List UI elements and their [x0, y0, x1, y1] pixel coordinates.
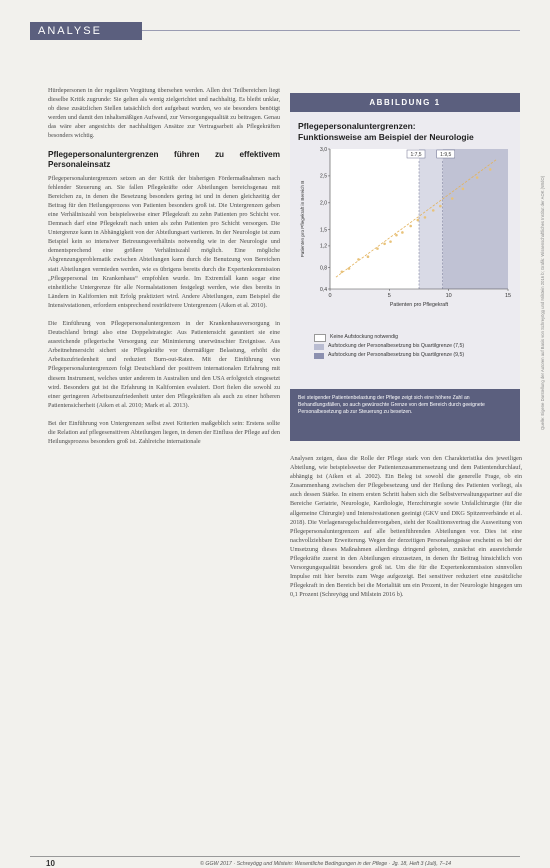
- y-tick-label: 1,5: [320, 227, 327, 234]
- right-column: [290, 454, 522, 600]
- legend-swatch: [314, 344, 324, 350]
- legend-label: Aufstockung der Personalbesetzung bis Quartilgrenze (9,5): [328, 352, 465, 358]
- section-heading: Pflegepersonaluntergrenzen führen zu effektivem Personaleinsatz: [48, 149, 280, 169]
- left-column: [48, 86, 280, 455]
- body-paragraph: Bei der Einführung von Untergrenzen selbst zwei Kriterien maßgeblich sein: Erstens sollte die Relation auf pflegesensitiven Abteilungen liegen, in denen der Einfluss der Pflege auf den Heilungsprozess besonders groß ist. Zahlreiche internationale: [48, 419, 280, 446]
- data-point: [409, 225, 412, 228]
- y-axis-label: Patienten pro Pflegekraft in Bereich B: [300, 180, 305, 258]
- y-tick-label: 3,0: [320, 146, 327, 153]
- legend-item: [314, 342, 514, 351]
- data-point: [401, 231, 404, 234]
- data-point: [424, 216, 427, 219]
- data-point: [439, 205, 442, 208]
- x-tick-label: 0: [328, 293, 332, 299]
- data-point: [395, 234, 398, 237]
- figure-label: ABBILDUNG 1: [290, 93, 520, 112]
- body-paragraph: Die Einführung von Pflegepersonaluntergrenzen in der Krankenhausversorgung in Deutschland bringt also eine Doppelstrategie: Aus Patientensicht garantiert sie eine ausreichende pflegerische Versorgung zur Minimierung unerwünschter Ereignisse. Aus Arbeitnehmersicht sichert sie Pflegekräfte vor übermäßiger Belastung, erhöht die Arbeitszufriedenheit und reduziert Burn-out-Raten. Mit der Einführung von Pflegepersonaluntergrenzen folgt Deutschland der positiven internationalen Erfahrung mit diesem Instrument, welches unter anderem in Australien und den USA erfolgreich eingesetzt wird. Besonders gut ist die Erfahrung in Kalifornien evaluiert. Dort fielen die sowohl zu einer geringeren Arbeitsunzufriedenheit unter den Pflegekräften als auch zu einer höheren Patientensicherheit (Aiken et al. 2010; Mark et al. 2013).: [48, 319, 280, 409]
- region-band: [419, 149, 443, 289]
- data-point: [348, 267, 351, 270]
- figure-title-line: Funktionsweise am Beispiel der Neurologie: [298, 131, 474, 142]
- x-tick-label: 10: [445, 293, 452, 299]
- legend-item: [314, 333, 514, 342]
- chart-legend: [314, 333, 514, 360]
- region-band: [443, 149, 508, 289]
- y-tick-label: 2,0: [320, 200, 327, 207]
- figure-title-line: Pflegepersonaluntergrenzen:: [298, 121, 416, 131]
- figure-title: [298, 121, 520, 142]
- figure-source-credit: [533, 100, 545, 430]
- footer-rule: [30, 856, 520, 857]
- chart-container: [290, 141, 520, 321]
- y-tick-label: 0,4: [320, 286, 327, 293]
- data-point: [417, 219, 420, 222]
- footer-citation: © GGW 2017 · Schreyögg und Milstein: Wesentliche Bedingungen in der Pflege · Jg. 18, Heft 3 (Juli), 7–14: [200, 861, 452, 867]
- data-point: [357, 258, 360, 261]
- body-paragraph: Hürdepersonen in der regulären Vergütung übersehen werden. Allen drei Teilbereichen liegt dieselbe Kritik zugrunde: Sie gelten als wenig zielgerichtet und nachhaltig. Es bleibt unklar, ob diese zusätzlichen Stellen tatsächlich dort aufgebaut wurden, wo sie besonders benötigt werden und damit den inhaltsmäßigen Aufwand, zur Versorgungsqualität zu beitragen. Genau das wäre aber angesichts der nachhaltigen Ansätze zur Vertragsarbeit als Pflegekräften besonders wichtig.: [48, 87, 280, 140]
- header-rule: [142, 30, 520, 31]
- y-tick-label: 2,5: [320, 173, 327, 180]
- y-tick-label: 0,8: [320, 265, 327, 272]
- figure-caption: Bei steigender Patientenbelastung der Pflege zeigt sich eine höhere Zahl an Behandlungsfällen, so auch gewünschte Grenze von dem Bereich durch geeignete Personalbesetzung ab zur Steuerung zu besetzen.: [290, 389, 520, 441]
- threshold-label: 1:7,5: [410, 152, 422, 158]
- source-credit-text: Quelle: Eigene Darstellung der Autoren auf Basis von Schreyögg und Milstein 2016 b; Grafik: Wissenschaftliches Institut der AOK (WIdO): [540, 175, 545, 430]
- legend-item: [314, 351, 514, 360]
- data-point: [383, 242, 386, 245]
- x-tick-label: 5: [387, 293, 391, 299]
- data-point: [376, 247, 379, 250]
- data-point: [389, 240, 392, 243]
- body-paragraph: Pflegepersonaluntergrenzen setzen an der Kritik der bisherigen Fördermaßnahmen nach fehlender Steuerung an. Sie fallen Pflegekräfte oder Abteilungen bereichsgenau mit Bereichen zu, in denen die Besetzung besonders gering ist und in denen gleichzeitig der Beitrag für den Heilungsprozess von Patienten besonders groß ist. Die Untergrenzen geben eine Verhältniszahl von beispielsweise einer Pflegekraft zu zehn Patienten pro Schicht vor. Demnach darf eine Pflegekraft nach unten als zehn Patienten pro Schicht versorgen. Die Untergrenze kann in Abhängigkeit von der Abteilungsart variieren. In der Neurologie ist zum Beispiel kein so intensiver Betreuungsverhältnis notwendig wie in der Neurologie und dementsprechend eine größere Verhältniszahl möglich. Eine mögliche Abgrenzungsproblematik zwischen Abteilungen kann durch die Benutzung von Bereichen statt Abteilungen vermieden werden, wie es übrigens bereits durch die Expertenkommission „Pflegepersonal im Krankenhaus“ empfohlen wurde. Im Extremfall kann sogar eine einheitliche Untergrenze für alle Normalstationen festgelegt werden, wie dies bereits in Ländern in Kalifornien mit Erfolg praktiziert wird. Andere Abteilungen, zum Beispiel die Intensivstationen, erfordern entsprechend restriktivere Untergrenzen (Aiken et al. 2010).: [48, 174, 280, 309]
- legend-label: Keine Aufstockung notwendig: [330, 334, 399, 340]
- data-point: [341, 270, 344, 273]
- data-point: [367, 255, 370, 258]
- threshold-label: 1:9,5: [440, 152, 452, 158]
- page-number: 10: [46, 859, 55, 868]
- y-tick-label: 1,2: [320, 243, 327, 250]
- data-point: [489, 168, 492, 171]
- x-tick-label: 15: [504, 293, 512, 299]
- data-point: [476, 176, 479, 179]
- data-point: [432, 209, 435, 212]
- legend-label: Aufstockung der Personalbesetzung bis Quartilgrenze (7,5): [328, 343, 465, 349]
- data-point: [451, 197, 454, 200]
- legend-swatch: [314, 353, 324, 359]
- scatter-chart: [290, 141, 520, 321]
- legend-swatch: [314, 334, 326, 342]
- section-label: ANALYSE: [30, 22, 142, 40]
- figure-box: [290, 93, 520, 441]
- data-point: [462, 188, 465, 191]
- x-axis-label: Patienten pro Pflegekraft: [389, 302, 449, 308]
- body-paragraph: Analysen zeigen, dass die Rolle der Pflege stark von den Charakteristika des jeweiligen Abteilung, wie beispielsweise der Patientenzusammensetzung und dem Patientendurchlauf, abhängig ist (Aiken et al. 2002). Ein Beleg ist sowohl die generelle Frage, ob ein Zusammenhang zwischen der Pflegebesetzung und der Heilung des Patienten vorliegt, als auch dessen Stärke. In einem ersten Schritt haben sich die Selbstverwaltungspartner auf die Bereiche Geriatrie, Neurologie, Kardiologie, Herzchirurgie sowie Unfallchirurgie (für die allgemeine Chirurgie) und Intensivstationen geeinigt (GKV und DKG Spitzenverbände et al. 2018). Die Vorlagensregelschuldenvorgaben, sieht der Koalitionsvertrag die Ausweitung von Pflegepersonaluntergrenzen auf alle bettenführenden Abteilungen vor. Dies ist eine nachvollziehbare Erweiterung. Wegen der derzeitigen Personalengpässe erscheint es bei der Umsetzung dieses Maßnahmen allerdings dringend geboten, zunächst ein ausreichende Pflegekräfte zuerst in den Abteilungen einzusetzen, in denen ihr Beitrag hinsichtlich von Versorgungsqualität besonders groß ist. Um die für die Expertenkommission sinnvollen Impulse mit hier bereits zum Wege aufgezeigt. Bei sensitiver reduziert eine zusätzliche Pflegekraft in den Bereich bei die Mortalität um ein Prozent, in der Neurologie hingegen um 0,1 Prozent (Schreyögg und Milstein 2016 b).: [290, 455, 522, 599]
